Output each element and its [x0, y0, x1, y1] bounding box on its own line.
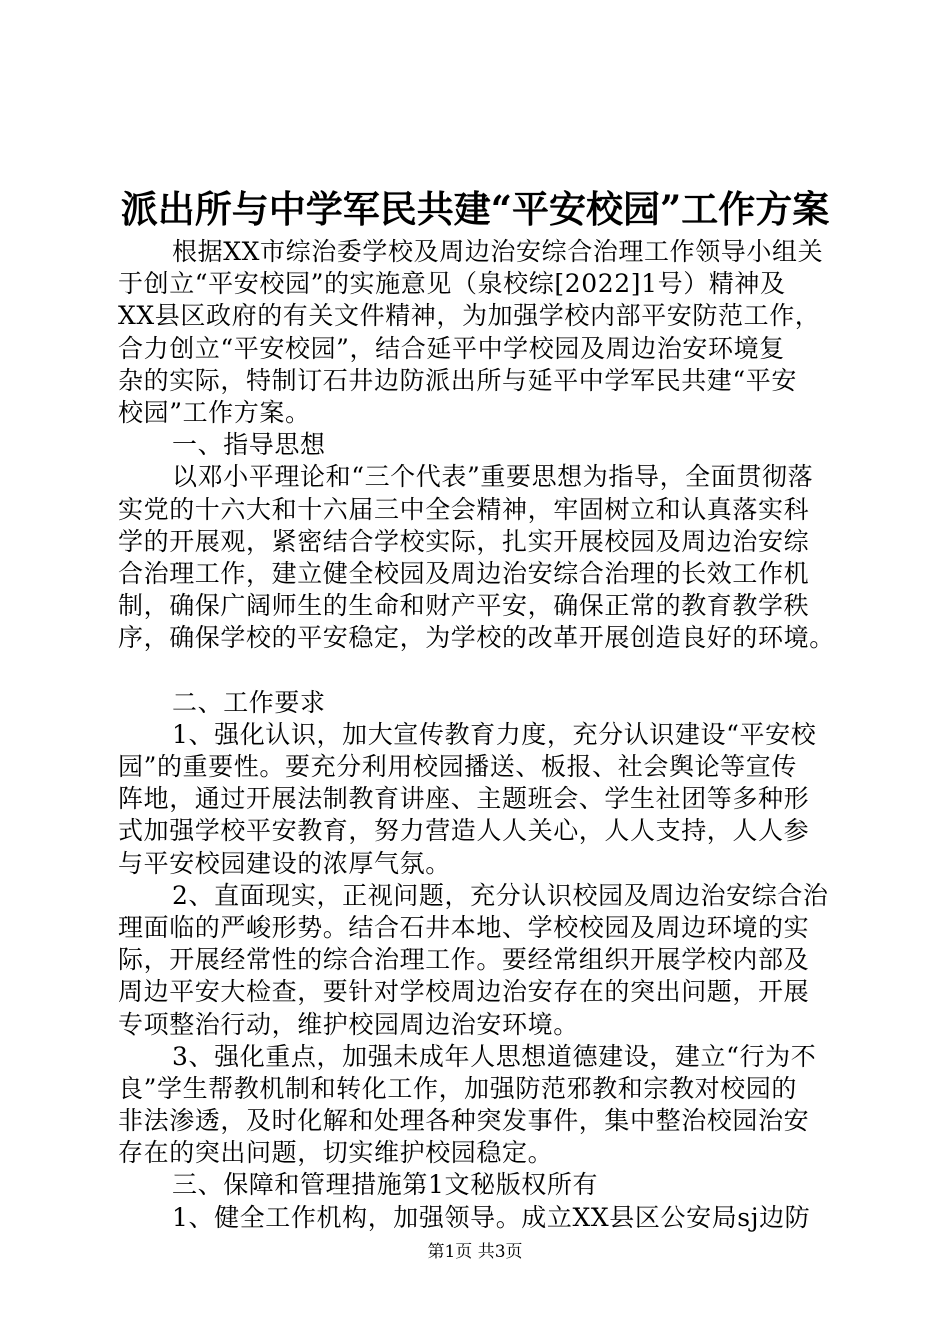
- paragraph-line: 根据XX市综治委学校及周边治安综合治理工作领导小组关: [172, 237, 824, 266]
- section-heading: 一、指导思想: [172, 430, 326, 460]
- paragraph-line: 合力创立“平安校园”，结合延平中学校园及周边治安环境复: [118, 333, 785, 363]
- blank-line: [118, 654, 838, 686]
- paragraph-line: 良”学生帮教机制和转化工作，加强防范邪教和宗教对校园的: [118, 1073, 797, 1103]
- paragraph-line: 1、强化认识，加大宣传教育力度，充分认识建设“平安校: [172, 719, 817, 749]
- paragraph-line: 校园”工作方案。: [118, 397, 311, 427]
- paragraph-line: 专项整治行动，维护校园周边治安环境。: [118, 1009, 579, 1039]
- paragraph-line: 实党的十六大和十六届三中全会精神，牢固树立和认真落实科: [118, 494, 810, 524]
- section-heading: 二、工作要求: [172, 687, 326, 717]
- paragraph-line: 1、健全工作机构，加强领导。成立XX县区公安局sj边防: [172, 1202, 811, 1232]
- paragraph-line: 式加强学校平安教育，努力营造人人关心，人人支持，人人参: [118, 816, 810, 846]
- document-title: 派出所与中学军民共建“平安校园”工作方案: [120, 187, 830, 231]
- paragraph-line: 周边平安大检查，要针对学校周边治安存在的突出问题，开展: [118, 977, 810, 1007]
- paragraph-line: 园”的重要性。要充分利用校园播送、板报、社会舆论等宣传: [118, 752, 797, 781]
- paragraph-line: 杂的实际，特制订石井边防派出所与延平中学军民共建“平安: [118, 365, 797, 395]
- paragraph-line: 学的开展观，紧密结合学校实际，扎实开展校园及周边治安综: [118, 526, 810, 556]
- paragraph-line: 于创立“平安校园”的实施意见（泉校综[2022]1号）精神及: [118, 269, 786, 299]
- paragraph-line: 阵地，通过开展法制教育讲座、主题班会、学生社团等多种形: [118, 784, 810, 814]
- paragraph-line: 理面临的严峻形势。结合石井本地、学校校园及周边环境的实: [118, 912, 810, 942]
- paragraph-line: 际，开展经常性的综合治理工作。要经常组织开展学校内部及: [118, 945, 810, 975]
- page-footer: 第1页 共3页: [427, 1242, 523, 1262]
- paragraph-line: 以邓小平理论和“三个代表”重要思想为指导，全面贯彻落: [172, 462, 814, 492]
- paragraph-line: 序，确保学校的平安稳定，为学校的改革开展创造良好的环境。: [118, 623, 835, 653]
- paragraph-line: 2、直面现实，正视问题，充分认识校园及周边治安综合治: [172, 880, 829, 910]
- paragraph-line: XX县区政府的有关文件精神，为加强学校内部平安防范工作，: [118, 301, 821, 331]
- paragraph-line: 合治理工作，建立健全校园及周边治安综合治理的长效工作机: [118, 558, 810, 588]
- paragraph-line: 制，确保广阔师生的生命和财产平安，确保正常的教育教学秩: [118, 591, 810, 621]
- paragraph-line: 存在的突出问题，切实维护校园稳定。: [118, 1138, 554, 1168]
- paragraph-line: 非法渗透，及时化解和处理各种突发事件，集中整治校园治安: [118, 1106, 810, 1136]
- document-body: [118, 236, 838, 1234]
- paragraph-line: 与平安校园建设的浓厚气氛。: [118, 848, 451, 878]
- section-heading: 三、保障和管理措施第1文秘版权所有: [172, 1170, 599, 1200]
- paragraph-line: 3、强化重点，加强未成年人思想道德建设，建立“行为不: [172, 1041, 817, 1071]
